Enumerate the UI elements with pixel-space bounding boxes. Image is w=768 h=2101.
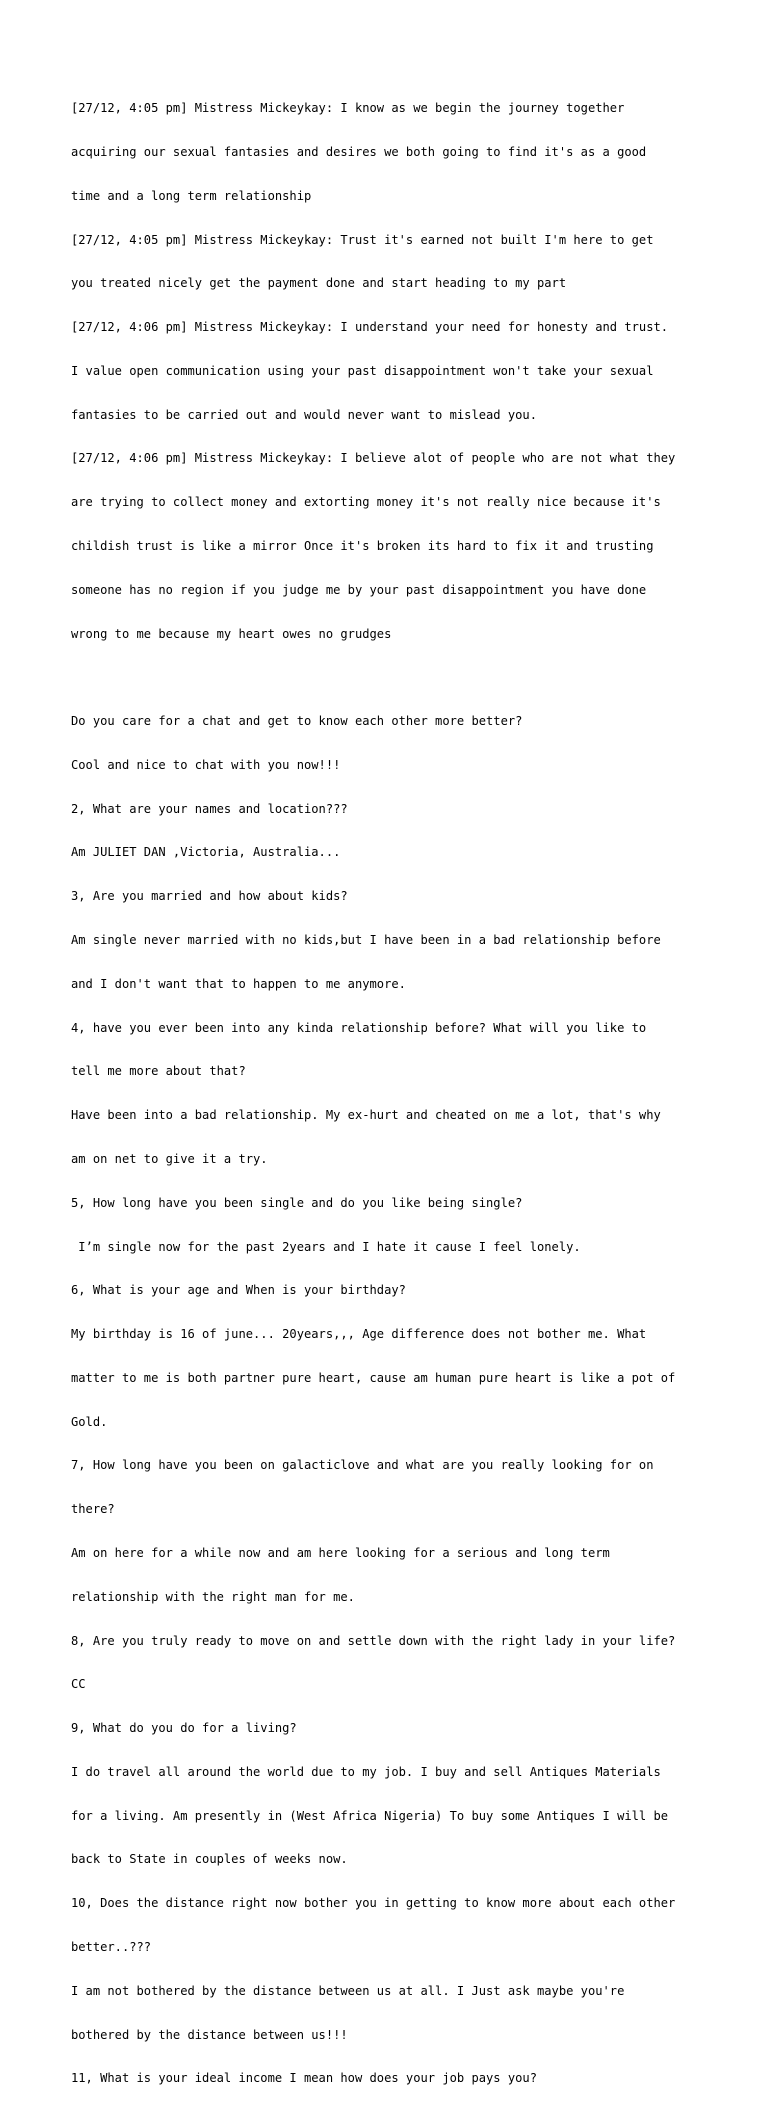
text-line: 4, have you ever been into any kinda relationship before? What will you like to xyxy=(71,1020,647,1035)
text-line: [27/12, 4:05 pm] Mistress Mickeykay: I know as we begin the journey together xyxy=(71,101,625,116)
text-line: 6, What is your age and When is your birthday? xyxy=(71,1283,406,1298)
text-line: [27/12, 4:06 pm] Mistress Mickeykay: I believe alot of people who are not what they xyxy=(71,451,676,466)
text-line: CC xyxy=(71,1677,86,1692)
text-line: am on net to give it a try. xyxy=(71,1151,268,1166)
text-line: Cool and nice to chat with you now!!! xyxy=(71,757,341,772)
text-line: 10, Does the distance right now bother you in getting to know more about each other xyxy=(71,1896,676,1911)
text-line: tell me more about that? xyxy=(71,1064,246,1079)
text-line: time and a long term relationship xyxy=(71,188,312,203)
text-line: 8, Are you truly ready to move on and settle down with the right lady in your life? xyxy=(71,1633,676,1648)
text-line: relationship with the right man for me. xyxy=(71,1589,355,1604)
text-line: for a living. Am presently in (West Africa Nigeria) To buy some Antiques I will be xyxy=(71,1808,669,1823)
text-line: I am not bothered by the distance between us at all. I Just ask maybe you're xyxy=(71,1983,625,1998)
text-line: wrong to me because my heart owes no grudges xyxy=(71,626,392,641)
text-line: Have been into a bad relationship. My ex-hurt and cheated on me a lot, that's why xyxy=(71,1108,661,1123)
text-line: Am JULIET DAN ,Victoria, Australia... xyxy=(71,845,341,860)
text-line: [27/12, 4:06 pm] Mistress Mickeykay: I understand your need for honesty and trust. xyxy=(71,320,669,335)
text-line: I do travel all around the world due to my job. I buy and sell Antiques Materials xyxy=(71,1764,661,1779)
text-line: you treated nicely get the payment done and start heading to my part xyxy=(71,276,567,291)
text-line: are trying to collect money and extorting money it's not really nice because it's xyxy=(71,495,661,510)
text-line: Am on here for a while now and am here looking for a serious and long term xyxy=(71,1545,610,1560)
text-line: 5, How long have you been single and do you like being single? xyxy=(71,1195,523,1210)
text-line: 9, What do you do for a living? xyxy=(71,1721,297,1736)
text-line: acquiring our sexual fantasies and desires we both going to find it's as a good xyxy=(71,144,647,159)
text-line: childish trust is like a mirror Once it's broken its hard to fix it and trusting xyxy=(71,539,654,553)
text-line: someone has no region if you judge me by your past disappointment you have done xyxy=(71,582,647,597)
text-line: 7, How long have you been on galacticlove and what are you really looking for on xyxy=(71,1458,654,1473)
text-line: 11, What is your ideal income I mean how does your job pays you? xyxy=(71,2071,537,2086)
text-line: bothered by the distance between us!!! xyxy=(71,2027,348,2042)
text-line: 2, What are your names and location??? xyxy=(71,801,348,816)
text-line: Do you care for a chat and get to know each other more better? xyxy=(71,714,523,729)
document-page xyxy=(71,72,721,2101)
text-line: My birthday is 16 of june... 20years,,, Age difference does not bother me. What xyxy=(71,1327,647,1342)
text-line: there? xyxy=(71,1502,115,1517)
text-line: back to State in couples of weeks now. xyxy=(71,1852,348,1867)
text-line: I’m single now for the past 2years and I hate it cause I feel lonely. xyxy=(71,1239,581,1254)
text-line: I value open communication using your past disappointment won't take your sexual xyxy=(71,363,654,378)
text-line: Am single never married with no kids,but I have been in a bad relationship before xyxy=(71,933,661,948)
text-line: matter to me is both partner pure heart, cause am human pure heart is like a pot of xyxy=(71,1370,676,1385)
text-line: 3, Are you married and how about kids? xyxy=(71,889,348,904)
text-line: and I don't want that to happen to me anymore. xyxy=(71,976,406,991)
text-line: Gold. xyxy=(71,1414,108,1429)
text-line: fantasies to be carried out and would never want to mislead you. xyxy=(71,407,537,422)
blank-line xyxy=(71,670,721,685)
text-line: better..??? xyxy=(71,1940,152,1954)
text-line: [27/12, 4:05 pm] Mistress Mickeykay: Trust it's earned not built I'm here to get xyxy=(71,232,654,247)
